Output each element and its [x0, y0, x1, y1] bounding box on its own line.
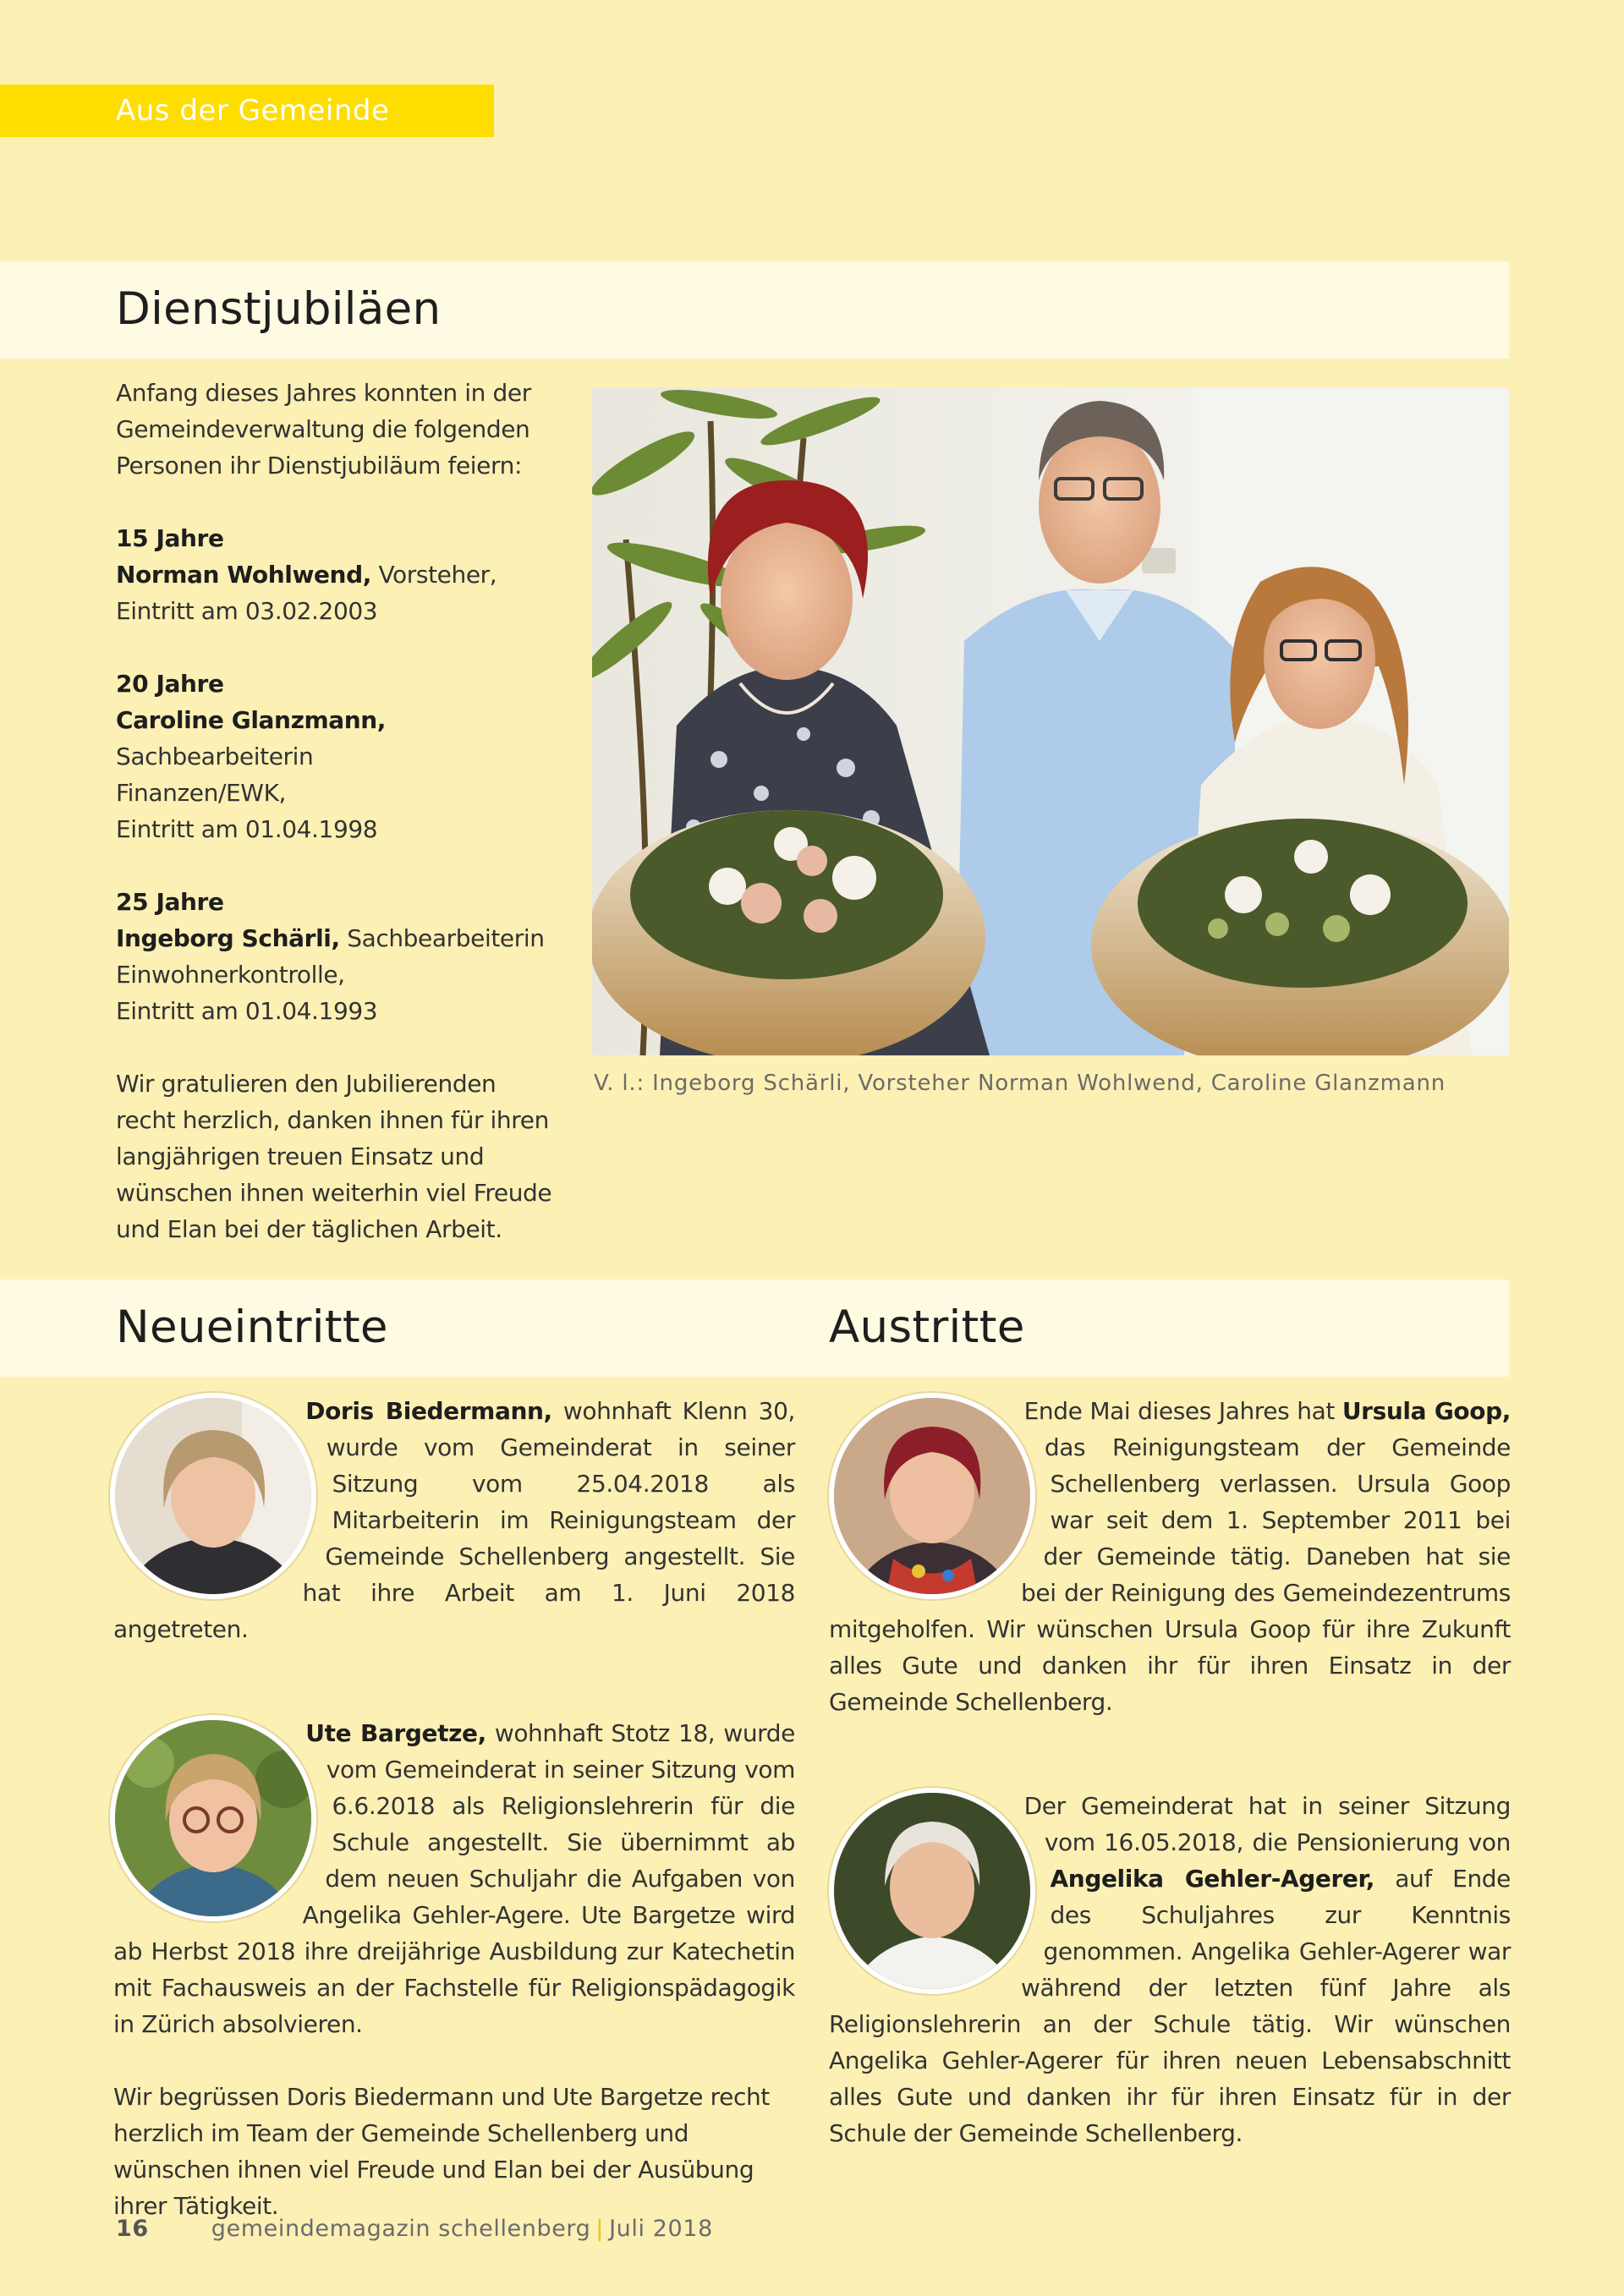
- jubilee-role: Sachbearbeiterin: [116, 743, 314, 770]
- angelika-intro: Der Gemeinderat hat in seiner Sitzung vom 16.05.2018, die Pensionierung von: [1023, 1792, 1511, 1856]
- jubilees-heading-band: [0, 261, 1509, 359]
- angelika-paragraph: [829, 1788, 1511, 2151]
- jubilee-years: 15 Jahre: [116, 524, 224, 552]
- section-label-bar: [0, 85, 494, 137]
- ute-text: wohnhaft Stotz 18, wurde vom Gemeinderat in seiner Sitzung vom 6.6.2018 als Religionslehrerin für die Schule angestellt. Sie übernimmt ab dem neuen Schuljahr die Aufgaben von Angelika Gehler-Agere. Ute Bargetze wird ab Herbst 2018 ihre dreijährige Ausbildung zur Katechetin mit Fachausweis an der Fachstelle für Religionspädagogik in Zürich absolvieren.: [113, 1719, 795, 2038]
- group-photo: [592, 387, 1509, 1055]
- issue-date: Juli 2018: [609, 2216, 713, 2242]
- doris-text: wohnhaft Klenn 30, wurde vom Gemeinderat in seiner Sitzung vom 25.04.2018 als Mitarbeiterin im Reinigungsteam der Gemeinde Schellenberg angestellt. Sie hat ihre Arbeit am 1. Juni 2018 angetreten.: [113, 1397, 795, 1643]
- jubilee-name: Ingeborg Schärli,: [116, 924, 340, 952]
- photo-caption: V. l.: Ingeborg Schärli, Vorsteher Norman Wohlwend, Caroline Glanzmann: [594, 1071, 1446, 1096]
- jubilee-name: Caroline Glanzmann,: [116, 706, 387, 734]
- angelika-portrait: [829, 1788, 1035, 1994]
- jubilees-closing: Wir gratulieren den Jubilierenden recht herzlich, danken ihnen für ihren langjährigen treuen Einsatz und wünschen ihnen weiterhin viel Freude und Elan bei der täglichen Arbeit.: [116, 1070, 552, 1243]
- ute-name: Ute Bargetze,: [305, 1719, 486, 1747]
- jubilee-role-detail: Finanzen/EWK,: [116, 779, 287, 807]
- jubilees-text-column: [116, 375, 556, 1247]
- jubilee-date: Eintritt am 03.02.2003: [116, 597, 378, 625]
- ursula-intro: Ende Mai dieses Jahres hat: [1023, 1397, 1342, 1425]
- jubilee-name: Norman Wohlwend,: [116, 561, 371, 589]
- ursula-name: Ursula Goop,: [1341, 1397, 1511, 1425]
- jubilee-entry: [116, 884, 556, 1029]
- jubilee-role-detail: Einwohnerkontrolle,: [116, 961, 345, 989]
- jubilees-intro: Anfang dieses Jahres konnten in der Gemeindeverwaltung die folgenden Personen ihr Dienstjubiläum feiern:: [116, 379, 531, 479]
- new-entries-column: [113, 1393, 795, 2224]
- jubilees-title: Dienstjubiläen: [116, 283, 442, 335]
- ute-portrait: [110, 1715, 316, 1921]
- angelika-text: auf Ende des Schuljahres zur Kenntnis genommen. Angelika Gehler-Agerer war während der letzten fünf Jahre als Religionslehrerin an der Schule tätig. Wir wünschen Angelika Gehler-Agerer für ihren neuen Lebensabschnitt alles Gute und danken ihr für ihren Einsatz für in der Schule der Gemeinde Schellenberg.: [829, 1865, 1511, 2147]
- jubilee-entry: [116, 666, 556, 847]
- jubilee-date: Eintritt am 01.04.1993: [116, 997, 378, 1025]
- section-label: Aus der Gemeinde: [116, 94, 390, 128]
- exits-column: [829, 1393, 1511, 2151]
- jubilee-role: Sachbearbeiterin: [339, 924, 545, 952]
- angelika-name: Angelika Gehler-Agerer,: [1050, 1865, 1374, 1893]
- jubilee-date: Eintritt am 01.04.1998: [116, 815, 378, 843]
- jubilee-entry: [116, 520, 556, 629]
- jubilee-role: Vorsteher,: [370, 561, 497, 589]
- jubilee-years: 25 Jahre: [116, 888, 224, 916]
- footer: [116, 2216, 713, 2242]
- doris-portrait: [110, 1393, 316, 1599]
- exits-title: Austritte: [829, 1301, 1025, 1353]
- magazine-name: gemeindemagazin schellenberg: [211, 2216, 591, 2242]
- new-entries-title: Neueintritte: [116, 1301, 388, 1353]
- staff-changes-heading-band: [0, 1280, 1509, 1377]
- ursula-portrait: [829, 1393, 1035, 1599]
- ursula-text: das Reinigungsteam der Gemeinde Schellenberg verlassen. Ursula Goop war seit dem 1. September 2011 bei der Gemeinde tätig. Daneben hat sie bei der Reinigung des Gemeindezentrums mitgeholfen. Wir wünschen Ursula Goop für ihre Zukunft alles Gute und danken ihr für ihren Einsatz in der Gemeinde Schellenberg.: [829, 1433, 1511, 1716]
- jubilee-years: 20 Jahre: [116, 670, 224, 698]
- welcome-paragraph: Wir begrüssen Doris Biedermann und Ute Bargetze recht herzlich im Team der Gemeinde Schellenberg und wünschen ihnen viel Freude und Elan bei der Ausübung ihrer Tätigkeit.: [113, 2083, 770, 2220]
- page-number: 16: [116, 2216, 149, 2242]
- ute-paragraph: [113, 1715, 795, 2042]
- doris-paragraph: [113, 1393, 795, 1647]
- ursula-paragraph: [829, 1393, 1511, 1720]
- doris-name: Doris Biedermann,: [305, 1397, 552, 1425]
- footer-separator: |: [595, 2216, 605, 2242]
